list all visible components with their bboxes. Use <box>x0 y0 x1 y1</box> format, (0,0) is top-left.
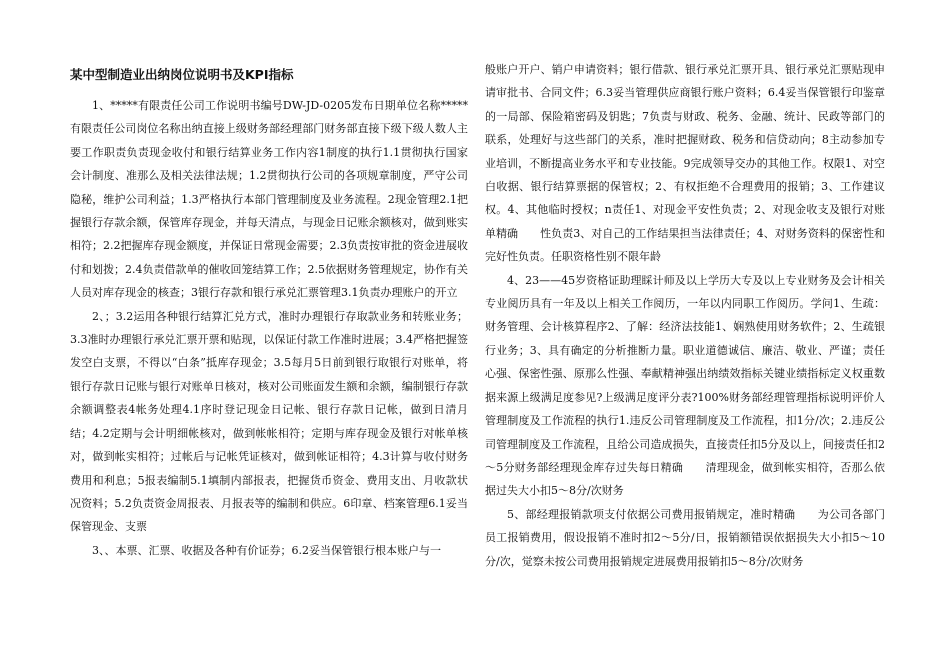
document-title: 某中型制造业出纳岗位说明书及KPI指标 <box>70 67 294 82</box>
paragraph: 般账户开户、销户申请资料；银行借款、银行承兑汇票开具、银行承兑汇票贴现申请审批书、合同文件；6.3妥当管理供应商银行账户资料；6.4妥当保管银行印鉴章的一局部、保险箱密码及钥匙；7负责与财政、税务、金融、统计、民政等部门的联系，处理好与这些部门的关系，准时把握财政、税务和信贷动向；8主动参加专业培训，不断提高业务水平和专业技能。9完成领导交办的其他工作。权限1、对空白收据、银行结算票据的保管权；2、有权拒绝不合理费用的报销；3、工作建议权。4、其他临时授权；n责任1、对现金平安性负责；2、对现金收支及银行对账单精确 性负责3、对自己的工作结果担当法律责任；4、对财务资料的保密性和完好性负责。任职资格性别不限年龄 <box>485 63 885 264</box>
paragraph: 1、*****有限责任公司工作说明书编号DW-JD-0205发布日期单位名称*****有限责任公司岗位名称出纳直接上级财务部经理部门财务部直接下级下级人数人主要工作职责负责现金收付和银行结算业务工作内容1制度的执行1.1贯彻执行国家会计制度、准那么及相关法律法规；1.2贯彻执行公司的各项规章制度，严守公司隐秘，维护公司利益；1.3严格执行本部门管理制度及业务流程。2现金管理2.1把握银行存款余额，保管库存现金，并每天清点，与现金日记账余额核对，做到账实相符；2.2把握库存现金额度，并保证日常现金需要；2.3负责按审批的资金进展收付和划拨；2.4负责借款单的催收回笼结算工作；2.5依据财务管理规定，协作有关人员对库存现金的核查；3银行存款和银行承兑汇票管理3.1负责办理账户的开立 <box>70 99 468 300</box>
paragraph: 2、；3.2运用各种银行结算汇兑方式，准时办理银行存取款业务和转账业务；3.3准时办理银行承兑汇票开票和贴现，以保证付款工作准时进展；3.4严格把握签发空白支票，不得以“白条”抵库存现金；3.5每月5日前到银行取银行对账单，将银行存款日记账与银行对账单日核对，核对公司账面发生额和余额，编制银行存款余额调整表4帐务处理4.1序时登记现金日记帐、银行存款日记帐，做到日清月结；4.2定期与会计明细帐核对，做到帐帐相符；定期与库存现金及银行对帐单核对，做到帐实相符；过帐后与记帐凭证核对，做到帐证相符；4.3计算与收付财务费用和利息；5报表编制5.1填制内部报表，把握货币资金、费用支出、月收款状况资料；5.2负责资金周报表、月报表等的编制和供应。6印章、档案管理6.1妥当保管现金、支票 <box>70 309 468 534</box>
paragraph: 5、部经理报销款项支付依据公司费用报销规定，准时精确 为公司各部门员工报销费用，假设报销不准时扣2～5分/日，报销额错误依据损失大小扣5～10分/次，觉察未按公司费用报销规定进展费用报销扣5～8分/次财务 <box>485 507 885 568</box>
paragraph: 3、、本票、汇票、收据及各种有价证券；6.2妥当保管银行根本账户与一 <box>92 543 441 557</box>
paragraph: 4、23——45岁资格证助理睬计师及以上学历大专及以上专业财务及会计相关专业阅历具有一年及以上相关工作阅历，一年以内同职工作阅历。学问1、生疏：财务管理、会计核算程序2、了解：经济法技能1、娴熟使用财务软件；2、生疏银行业务；3、具有确定的分析推断力量。职业道德诚信、廉洁、敬业、严谨；责任心强、保密性强、原那么性强、奉献精神强出纳绩效指标关键业绩指标定义权重数据来源上级满足度参见?上级满足度评分表?100%财务部经理管理指标说明评价人管理制度及工作流程的执行1.违反公司管理制度及工作流程，扣1分/次；2.违反公司管理制度及工作流程，且给公司造成损失，直接责任扣5分及以上，间接责任扣2～5分财务部经理现金库存过失每日精确 清理现金，做到帐实相符，否那么依据过失大小扣5～8分/次财务 <box>485 273 885 498</box>
left-column <box>70 58 468 562</box>
right-column <box>485 58 885 573</box>
